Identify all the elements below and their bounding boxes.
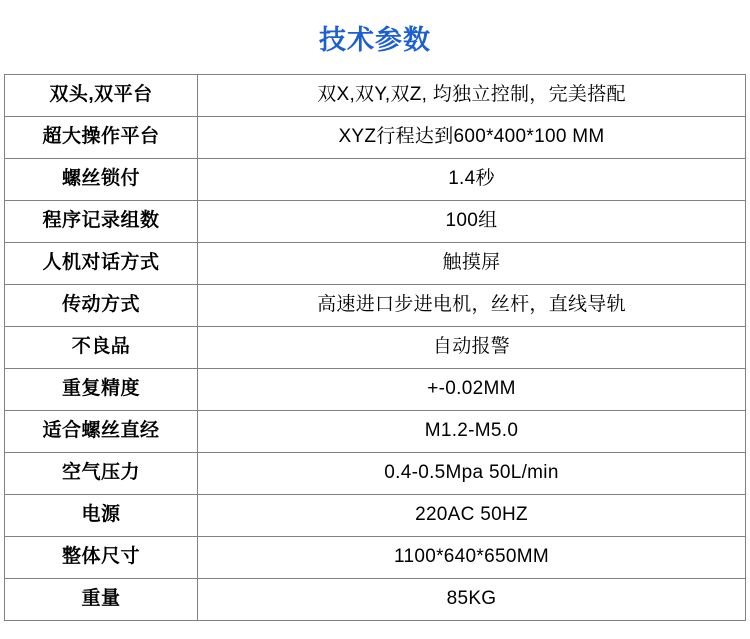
spec-label: 空气压力	[5, 452, 198, 494]
spec-label: 双头,双平台	[5, 74, 198, 116]
table-row	[5, 242, 746, 284]
table-row	[5, 74, 746, 116]
spec-value: 1.4秒	[198, 158, 746, 200]
spec-value: 自动报警	[198, 326, 746, 368]
table-row	[5, 410, 746, 452]
table-row	[5, 284, 746, 326]
spec-value: 1100*640*650MM	[198, 536, 746, 578]
spec-value: 220AC 50HZ	[198, 494, 746, 536]
spec-label: 不良品	[5, 326, 198, 368]
table-row	[5, 578, 746, 620]
spec-label: 适合螺丝直经	[5, 410, 198, 452]
spec-value: XYZ行程达到600*400*100 MM	[198, 116, 746, 158]
spec-value: 高速进口步进电机，丝杆，直线导轨	[198, 284, 746, 326]
table-row	[5, 536, 746, 578]
spec-value: M1.2-M5.0	[198, 410, 746, 452]
table-row	[5, 494, 746, 536]
spec-label: 传动方式	[5, 284, 198, 326]
spec-label: 重复精度	[5, 368, 198, 410]
spec-value: 0.4-0.5Mpa 50L/min	[198, 452, 746, 494]
table-row	[5, 452, 746, 494]
spec-label: 程序记录组数	[5, 200, 198, 242]
spec-value: 双X,双Y,双Z, 均独立控制，完美搭配	[198, 74, 746, 116]
spec-label: 整体尺寸	[5, 536, 198, 578]
table-row	[5, 326, 746, 368]
table-row	[5, 368, 746, 410]
spec-label: 人机对话方式	[5, 242, 198, 284]
specifications-table	[4, 74, 746, 621]
table-row	[5, 116, 746, 158]
table-row	[5, 200, 746, 242]
spec-value: 100组	[198, 200, 746, 242]
spec-label: 螺丝锁付	[5, 158, 198, 200]
spec-label: 超大操作平台	[5, 116, 198, 158]
page-title: 技术参数	[319, 25, 431, 55]
spec-value: 85KG	[198, 578, 746, 620]
spec-label: 重量	[5, 578, 198, 620]
spec-value: +-0.02MM	[198, 368, 746, 410]
specifications-table-body	[5, 74, 746, 620]
spec-label: 电源	[5, 494, 198, 536]
table-row	[5, 158, 746, 200]
spec-value: 触摸屏	[198, 242, 746, 284]
